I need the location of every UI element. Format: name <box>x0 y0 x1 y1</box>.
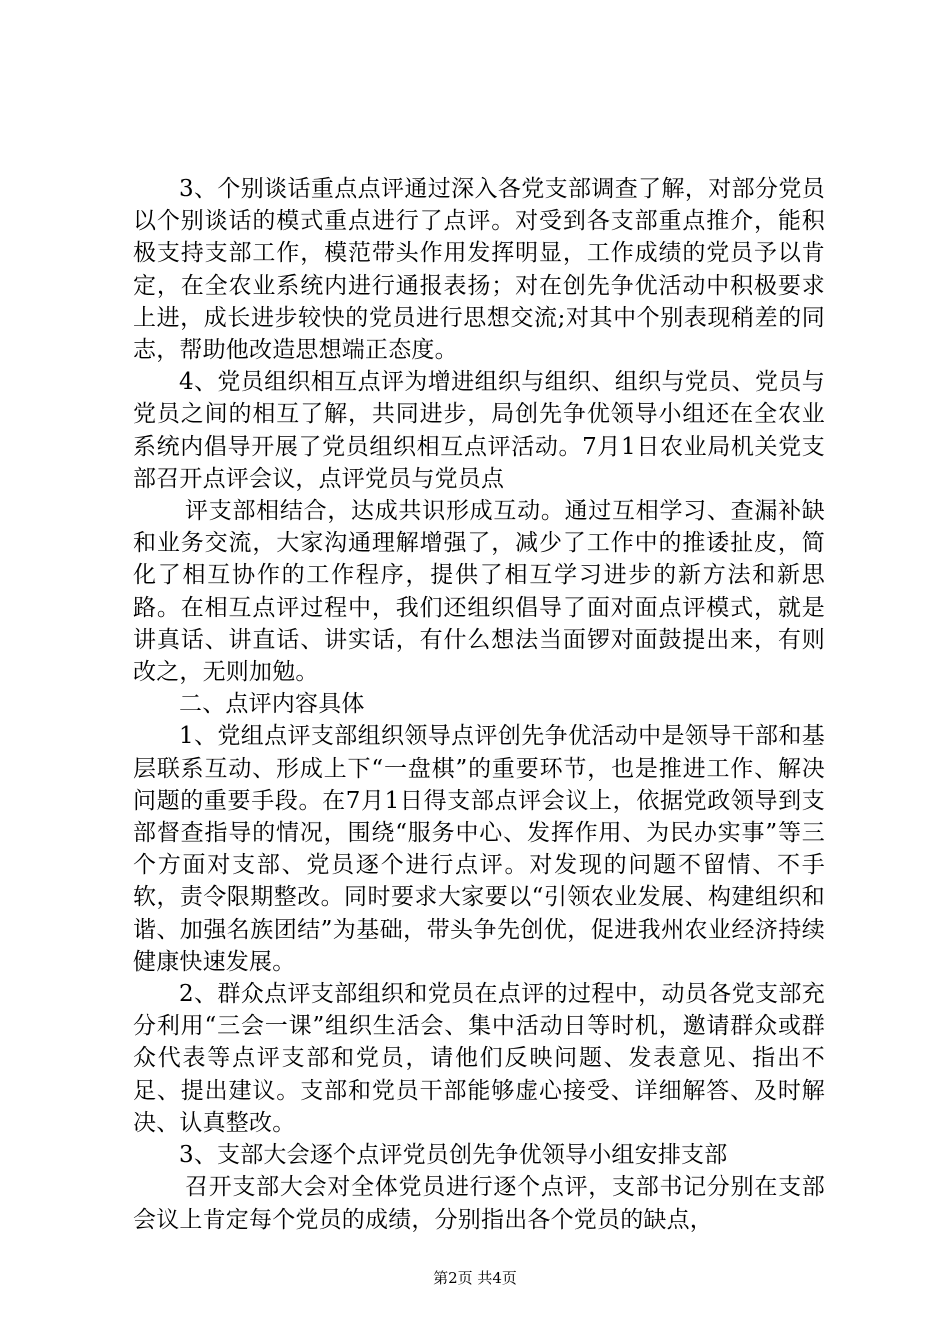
paragraph-mutual-review: 4、党员组织相互点评为增进组织与组织、组织与党员、党员与党员之间的相互了解，共同进步，局创先争优领导小组还在全农业系统内倡导开展了党员组织相互点评活动。7月1日农业局机关党支部召开点评会议，点评党员与党员点 <box>133 369 825 492</box>
paragraph-public-review: 2、群众点评支部组织和党员在点评的过程中，动员各党支部充分利用“三会一课”组织生活会、集中活动日等时机，邀请群众或群众代表等点评支部和党员，请他们反映问题、发表意见、指出不足、提出建议。支部和党员干部能够虚心接受、详细解答、及时解决、认真整改。 <box>133 981 825 1136</box>
paragraph-branch-meeting-continued: 召开支部大会对全体党员进行逐个点评，支部书记分别在支部会议上肯定每个党员的成绩，分别指出各个党员的缺点， <box>133 1174 825 1233</box>
paragraph-individual-talk: 3、个别谈话重点点评通过深入各党支部调查了解，对部分党员以个别谈话的模式重点进行了点评。对受到各支部重点推介，能积极支持支部工作，模范带头作用发挥明显，工作成绩的党员予以肯定，在全农业系统内进行通报表扬；对在创先争优活动中积极要求上进，成长进步较快的党员进行思想交流;对其中个别表现稍差的同志，帮助他改造思想端正态度。 <box>133 176 825 364</box>
paragraph-party-group-review: 1、党组点评支部组织领导点评创先争优活动中是领导干部和基层联系互动、形成上下“一盘棋”的重要环节，也是推进工作、解决问题的重要手段。在7月1日得支部点评会议上，依据党政领导到支部督查指导的情况，围绕“服务中心、发挥作用、为民办实事”等三个方面对支部、党员逐个进行点评。对发现的问题不留情、不手软，责令限期整改。同时要求大家要以“引领农业发展、构建组织和谐、加强名族团结”为基础，带头争先创优，促进我州农业经济持续健康快速发展。 <box>133 723 825 975</box>
page-number-footer: 第2页 共4页 <box>433 1269 517 1287</box>
section-heading-review-content: 二、点评内容具体 <box>179 691 365 718</box>
paragraph-branch-meeting-review: 3、支部大会逐个点评党员创先争优领导小组安排支部 <box>179 1142 728 1169</box>
document-body <box>133 173 825 1236</box>
paragraph-mutual-review-continued: 评支部相结合，达成共识形成互动。通过互相学习、查漏补缺和业务交流，大家沟通理解增强了，减少了工作中的推诿扯皮，简化了相互协作的工作程序，提供了相互学习进步的新方法和新思路。在相互点评过程中，我们还组织倡导了面对面点评模式，就是讲真话、讲直话、讲实话，有什么想法当面锣对面鼓提出来，有则改之，无则加勉。 <box>133 498 825 686</box>
